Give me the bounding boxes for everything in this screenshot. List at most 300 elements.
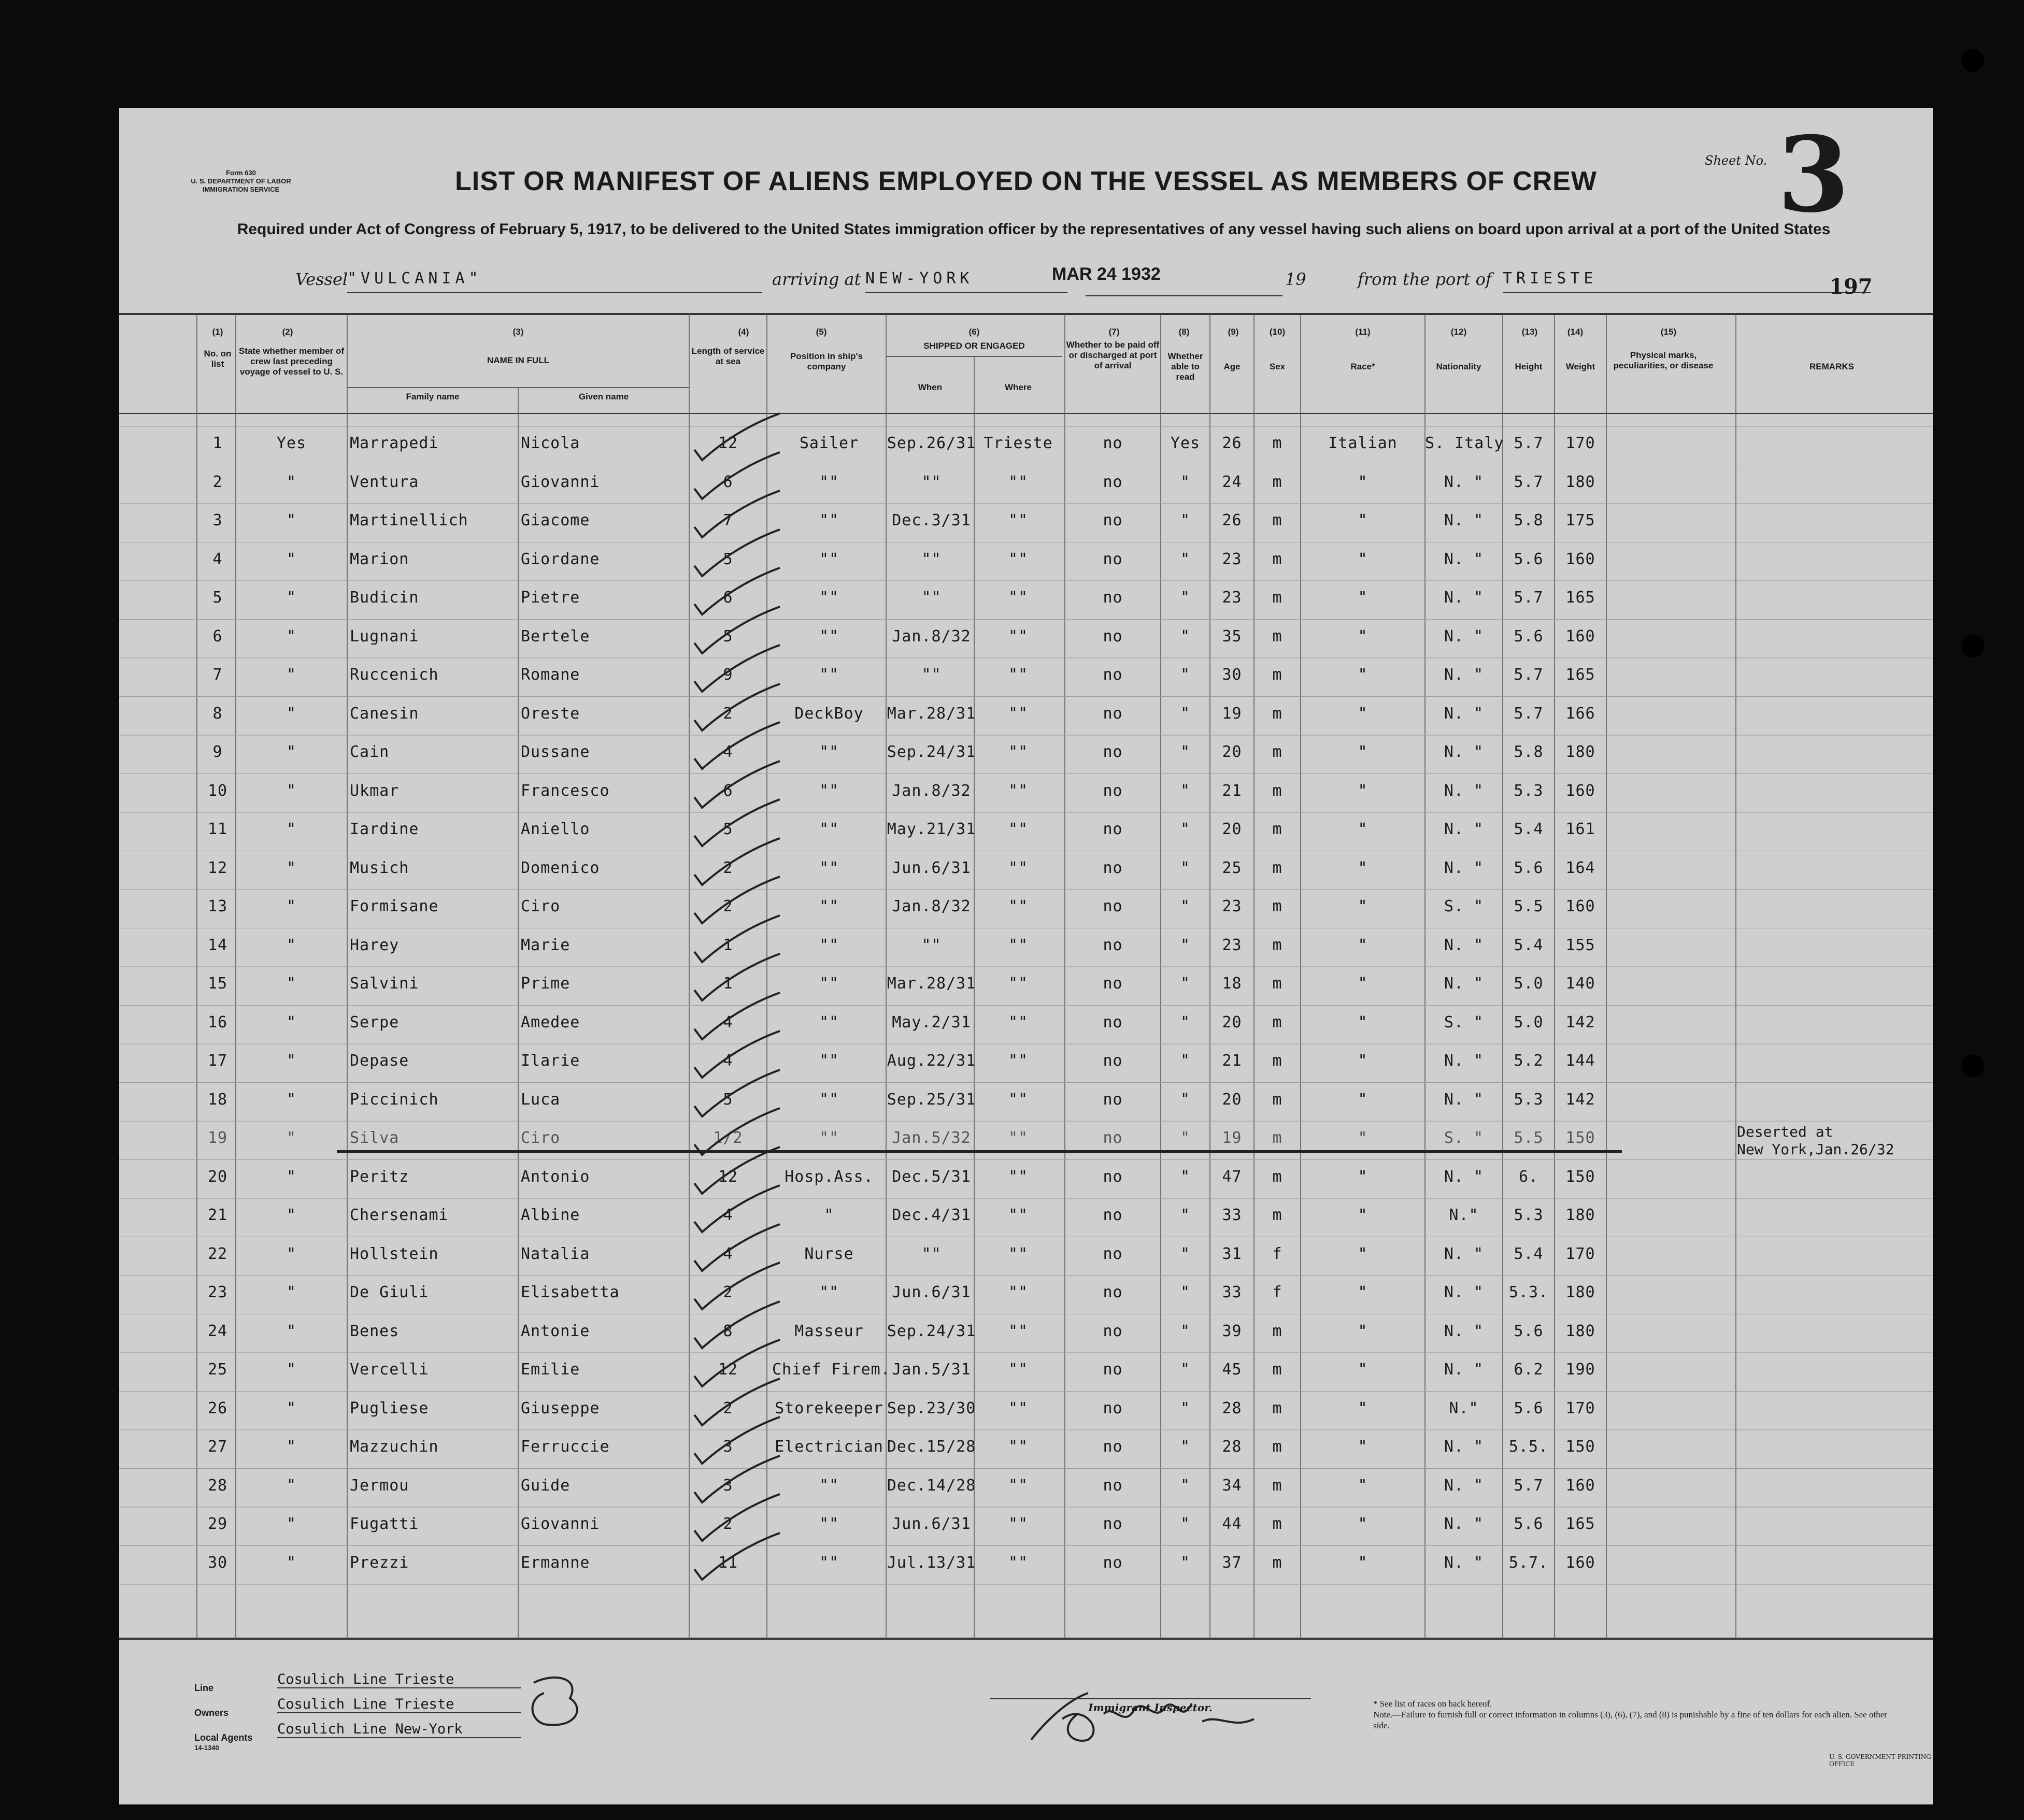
cell-position: "" bbox=[819, 1476, 839, 1495]
cell-where: "" bbox=[1008, 1360, 1029, 1379]
binder-hole bbox=[1961, 49, 1984, 72]
cell-no: 2 bbox=[212, 472, 223, 491]
cell-sex: m bbox=[1272, 1013, 1282, 1031]
cell-height: 5.5. bbox=[1508, 1438, 1549, 1456]
cell-nat: N. " bbox=[1444, 1167, 1484, 1186]
cell-weight: 150 bbox=[1565, 1438, 1595, 1456]
cell-family: Serpe bbox=[350, 1013, 400, 1031]
cell-given: Marie bbox=[521, 936, 571, 954]
cell-family: Mazzuchin bbox=[350, 1438, 439, 1456]
cell-when: Dec.3/31 bbox=[892, 511, 971, 529]
cell-read: " bbox=[1180, 1322, 1191, 1340]
cell-read: " bbox=[1180, 743, 1191, 761]
hdr-position: Position in ship's company bbox=[790, 351, 863, 371]
cell-where: "" bbox=[1008, 1090, 1029, 1109]
cell-given: Antonie bbox=[521, 1322, 590, 1340]
cell-where: "" bbox=[1008, 1553, 1029, 1572]
cell-weight: 160 bbox=[1565, 781, 1595, 800]
hdr-able-to-read: Whether able to read bbox=[1167, 351, 1203, 382]
cell-when: Mar.28/31 bbox=[887, 975, 976, 993]
cell-read: " bbox=[1180, 1476, 1191, 1495]
cell-service: 5 bbox=[723, 627, 733, 646]
cell-nat: N. " bbox=[1444, 1244, 1484, 1263]
cell-age: 39 bbox=[1222, 1322, 1242, 1340]
vessel-name: "VULCANIA" bbox=[347, 269, 762, 293]
cell-age: 23 bbox=[1222, 589, 1242, 607]
cell-paid: no bbox=[1103, 1515, 1123, 1533]
cell-service: 1 bbox=[723, 975, 733, 993]
cell-position: "" bbox=[819, 511, 839, 529]
cell-given: Romane bbox=[521, 666, 580, 684]
cell-position: "" bbox=[819, 781, 839, 800]
cell-no: 6 bbox=[212, 627, 223, 646]
cell-sex: m bbox=[1272, 781, 1282, 800]
cell-race: " bbox=[1358, 666, 1368, 684]
cell-weight: 180 bbox=[1565, 743, 1595, 761]
cell-height: 5.7 bbox=[1514, 434, 1544, 452]
cell-paid: no bbox=[1103, 589, 1123, 607]
cell-race: " bbox=[1358, 472, 1368, 491]
cell-sex: m bbox=[1272, 704, 1282, 723]
cell-weight: 150 bbox=[1565, 1129, 1595, 1147]
cell-age: 21 bbox=[1222, 1052, 1242, 1070]
cell-weight: 180 bbox=[1565, 472, 1595, 491]
cell-when: "" bbox=[921, 472, 942, 491]
cell-sex: m bbox=[1272, 666, 1282, 684]
cell-service: 1/2 bbox=[713, 1129, 743, 1147]
cell-sex: m bbox=[1272, 434, 1282, 452]
cell-prev: " bbox=[286, 1013, 297, 1031]
cell-nat: N. " bbox=[1444, 666, 1484, 684]
cell-age: 23 bbox=[1222, 897, 1242, 915]
cell-read: " bbox=[1180, 936, 1191, 954]
cell-height: 5.3. bbox=[1508, 1283, 1549, 1301]
cell-read: " bbox=[1180, 1399, 1191, 1417]
cell-when: Jan.5/31 bbox=[892, 1360, 971, 1379]
cell-read: " bbox=[1180, 589, 1191, 607]
cell-read: " bbox=[1180, 511, 1191, 529]
cell-given: Giuseppe bbox=[521, 1399, 600, 1417]
cell-no: 20 bbox=[207, 1167, 228, 1186]
colnum-15: (15) bbox=[1660, 327, 1677, 337]
cell-service: 4 bbox=[723, 1206, 733, 1224]
cell-family: Hollstein bbox=[350, 1244, 439, 1263]
cell-given: Ciro bbox=[521, 897, 561, 915]
footer-notes: * See list of races on back hereof. Note.—Failure to furnish full or correct information in columns (3), (6), (7), and (8) is punishable by a fine of ten dollars for each alien. See other side. bbox=[1373, 1699, 1887, 1730]
cell-when: Jun.6/31 bbox=[892, 1515, 971, 1533]
cell-prev: " bbox=[286, 627, 297, 646]
cell-service: 7 bbox=[723, 511, 733, 529]
cell-service: 11 bbox=[718, 1553, 738, 1572]
cell-weight: 170 bbox=[1565, 1244, 1595, 1263]
cell-nat: N. " bbox=[1444, 1476, 1484, 1495]
cell-where: "" bbox=[1008, 1052, 1029, 1070]
cell-given: Amedee bbox=[521, 1013, 580, 1031]
cell-paid: no bbox=[1103, 1206, 1123, 1224]
cell-nat: S. " bbox=[1444, 1013, 1484, 1031]
inspector-label: Immigrant Inspector. bbox=[990, 1698, 1311, 1714]
cell-race: " bbox=[1358, 1244, 1368, 1263]
cell-age: 28 bbox=[1222, 1399, 1242, 1417]
cell-paid: no bbox=[1103, 434, 1123, 452]
cell-service: 3 bbox=[723, 1476, 733, 1495]
cell-prev: " bbox=[286, 511, 297, 529]
cell-sex: m bbox=[1272, 820, 1282, 838]
cell-race: Italian bbox=[1328, 434, 1398, 452]
cell-where: "" bbox=[1008, 1244, 1029, 1263]
cell-nat: N. " bbox=[1444, 511, 1484, 529]
cell-family: Jermou bbox=[350, 1476, 409, 1495]
cell-service: 1 bbox=[723, 936, 733, 954]
cell-no: 11 bbox=[207, 820, 228, 838]
cell-age: 30 bbox=[1222, 666, 1242, 684]
cell-age: 20 bbox=[1222, 1013, 1242, 1031]
cell-position: Storekeeper bbox=[775, 1399, 883, 1417]
printer-imprint: U. S. GOVERNMENT PRINTING OFFICE bbox=[1829, 1753, 1931, 1768]
cell-race: " bbox=[1358, 1553, 1368, 1572]
colnum-9: (9) bbox=[1228, 327, 1239, 337]
cell-when: "" bbox=[921, 1244, 942, 1263]
cell-position: "" bbox=[819, 472, 839, 491]
cell-read: " bbox=[1180, 472, 1191, 491]
cell-prev: " bbox=[286, 472, 297, 491]
cell-read: " bbox=[1180, 1360, 1191, 1379]
cell-where: "" bbox=[1008, 743, 1029, 761]
cell-read: " bbox=[1180, 666, 1191, 684]
cell-height: 5.5 bbox=[1514, 897, 1544, 915]
cell-nat: N. " bbox=[1444, 1283, 1484, 1301]
cell-no: 15 bbox=[207, 975, 228, 993]
cell-position: "" bbox=[819, 1129, 839, 1147]
cell-position: "" bbox=[819, 820, 839, 838]
cell-when: Jan.5/32 bbox=[892, 1129, 971, 1147]
cell-no: 17 bbox=[207, 1052, 228, 1070]
cell-service: 4 bbox=[723, 1013, 733, 1031]
cell-position: Electrician bbox=[775, 1438, 883, 1456]
cell-given: Ciro bbox=[521, 1129, 561, 1147]
cell-family: Salvini bbox=[350, 975, 419, 993]
cell-weight: 180 bbox=[1565, 1206, 1595, 1224]
cell-read: " bbox=[1180, 1167, 1191, 1186]
cell-position: "" bbox=[819, 1515, 839, 1533]
cell-race: " bbox=[1358, 1129, 1368, 1147]
cell-given: Giovanni bbox=[521, 1515, 600, 1533]
tally-check-mark bbox=[684, 1528, 788, 1585]
binder-hole bbox=[1961, 635, 1984, 657]
cell-where: Trieste bbox=[984, 434, 1053, 452]
cell-prev: " bbox=[286, 858, 297, 877]
cell-sex: m bbox=[1272, 550, 1282, 568]
cell-sex: m bbox=[1272, 743, 1282, 761]
cell-given: Pietre bbox=[521, 589, 580, 607]
colnum-13: (13) bbox=[1521, 327, 1538, 337]
hdr-when: When bbox=[918, 382, 943, 392]
cell-weight: 161 bbox=[1565, 820, 1595, 838]
owners-value: Cosulich Line Trieste bbox=[277, 1696, 521, 1713]
cell-where: "" bbox=[1008, 781, 1029, 800]
colnum-1: (1) bbox=[212, 327, 223, 337]
cell-when: "" bbox=[921, 550, 942, 568]
cell-given: Emilie bbox=[521, 1360, 580, 1379]
cell-race: " bbox=[1358, 1515, 1368, 1533]
cell-no: 3 bbox=[212, 511, 223, 529]
form-code: 14-1340 bbox=[194, 1744, 219, 1752]
cell-where: "" bbox=[1008, 1167, 1029, 1186]
cell-given: Oreste bbox=[521, 704, 580, 723]
master-signature bbox=[1010, 1683, 1280, 1755]
cell-no: 10 bbox=[207, 781, 228, 800]
cell-position: "" bbox=[819, 936, 839, 954]
cell-age: 20 bbox=[1222, 820, 1242, 838]
cell-read: " bbox=[1180, 1090, 1191, 1109]
cell-given: Bertele bbox=[521, 627, 590, 646]
cell-family: Fugatti bbox=[350, 1515, 419, 1533]
cell-where: "" bbox=[1008, 627, 1029, 646]
cell-age: 31 bbox=[1222, 1244, 1242, 1263]
cell-height: 5.2 bbox=[1514, 1052, 1544, 1070]
cell-prev: " bbox=[286, 666, 297, 684]
cell-read: " bbox=[1180, 550, 1191, 568]
cell-height: 5.7 bbox=[1514, 472, 1544, 491]
cell-paid: no bbox=[1103, 666, 1123, 684]
cell-family: Silva bbox=[350, 1129, 400, 1147]
cell-age: 24 bbox=[1222, 472, 1242, 491]
cell-family: Formisane bbox=[350, 897, 439, 915]
cell-weight: 170 bbox=[1565, 1399, 1595, 1417]
cell-service: 12 bbox=[718, 434, 738, 452]
cell-no: 7 bbox=[212, 666, 223, 684]
cell-read: " bbox=[1180, 1515, 1191, 1533]
binder-hole bbox=[1961, 1054, 1984, 1077]
cell-race: " bbox=[1358, 627, 1368, 646]
cell-position: Hosp.Ass. bbox=[785, 1167, 874, 1186]
cell-prev: " bbox=[286, 743, 297, 761]
arriving-port: NEW-YORK bbox=[865, 269, 1067, 293]
cell-race: " bbox=[1358, 1090, 1368, 1109]
from-port: TRIESTE bbox=[1503, 269, 1871, 293]
cell-service: 6 bbox=[723, 781, 733, 800]
cell-family: Cain bbox=[350, 743, 390, 761]
cell-read: " bbox=[1180, 820, 1191, 838]
sheet-number: 3 bbox=[1777, 114, 1850, 236]
cell-no: 12 bbox=[207, 858, 228, 877]
cell-position: Masseur bbox=[794, 1322, 864, 1340]
cell-read: " bbox=[1180, 975, 1191, 993]
cell-nat: N. " bbox=[1444, 1438, 1484, 1456]
cell-where: "" bbox=[1008, 511, 1029, 529]
cell-height: 5.0 bbox=[1514, 1013, 1544, 1031]
cell-where: "" bbox=[1008, 1129, 1029, 1147]
cell-weight: 175 bbox=[1565, 511, 1595, 529]
cell-read: " bbox=[1180, 704, 1191, 723]
cell-read: " bbox=[1180, 1438, 1191, 1456]
cell-age: 19 bbox=[1222, 1129, 1242, 1147]
cell-service: 8 bbox=[723, 1322, 733, 1340]
cell-paid: no bbox=[1103, 1013, 1123, 1031]
cell-when: Mar.28/31 bbox=[887, 704, 976, 723]
cell-when: Sep.24/31 bbox=[887, 1322, 976, 1340]
cell-height: 5.7 bbox=[1514, 666, 1544, 684]
cell-where: "" bbox=[1008, 1476, 1029, 1495]
cell-read: " bbox=[1180, 897, 1191, 915]
cell-paid: no bbox=[1103, 820, 1123, 838]
hdr-remarks: REMARKS bbox=[1809, 362, 1854, 371]
cell-position: "" bbox=[819, 743, 839, 761]
cell-race: " bbox=[1358, 1283, 1368, 1301]
colnum-2: (2) bbox=[282, 327, 293, 337]
cell-where: "" bbox=[1008, 1013, 1029, 1031]
cell-no: 24 bbox=[207, 1322, 228, 1340]
cell-paid: no bbox=[1103, 1553, 1123, 1572]
cell-family: Piccinich bbox=[350, 1090, 439, 1109]
cell-family: Ukmar bbox=[350, 781, 400, 800]
cell-read: " bbox=[1180, 781, 1191, 800]
sheet-label: Sheet No. bbox=[1705, 153, 1768, 168]
cell-given: Giovanni bbox=[521, 472, 600, 491]
cell-given: Francesco bbox=[521, 781, 610, 800]
cell-nat: N. " bbox=[1444, 704, 1484, 723]
cell-given: Giordane bbox=[521, 550, 600, 568]
vessel-label: Vessel bbox=[295, 269, 348, 289]
cell-when: May.21/31 bbox=[887, 820, 976, 838]
cell-weight: 180 bbox=[1565, 1283, 1595, 1301]
cell-weight: 165 bbox=[1565, 589, 1595, 607]
cell-prev: " bbox=[286, 1476, 297, 1495]
cell-no: 14 bbox=[207, 936, 228, 954]
cell-race: " bbox=[1358, 511, 1368, 529]
cell-when: "" bbox=[921, 666, 942, 684]
remarks-row-19: Deserted at New York,Jan.26/32 bbox=[1737, 1123, 1894, 1158]
cell-paid: no bbox=[1103, 1129, 1123, 1147]
cell-where: "" bbox=[1008, 1283, 1029, 1301]
cell-nat: N. " bbox=[1444, 936, 1484, 954]
cell-position: "" bbox=[819, 1283, 839, 1301]
cell-race: " bbox=[1358, 1399, 1368, 1417]
cell-height: 5.7 bbox=[1514, 589, 1544, 607]
cell-paid: no bbox=[1103, 897, 1123, 915]
cell-race: " bbox=[1358, 589, 1368, 607]
cell-prev: " bbox=[286, 1322, 297, 1340]
cell-position: "" bbox=[819, 858, 839, 877]
cell-nat: N. " bbox=[1444, 1052, 1484, 1070]
cell-sex: m bbox=[1272, 589, 1282, 607]
cell-race: " bbox=[1358, 820, 1368, 838]
hdr-age: Age bbox=[1223, 362, 1241, 371]
cell-age: 21 bbox=[1222, 781, 1242, 800]
cell-family: Ventura bbox=[350, 472, 419, 491]
cell-given: Luca bbox=[521, 1090, 561, 1109]
cell-height: 5.3 bbox=[1514, 1090, 1544, 1109]
cell-race: " bbox=[1358, 936, 1368, 954]
cell-nat: N. " bbox=[1444, 820, 1484, 838]
hdr-no-on-list: No. on list bbox=[204, 349, 232, 369]
cell-prev: " bbox=[286, 1129, 297, 1147]
cell-age: 33 bbox=[1222, 1206, 1242, 1224]
cell-where: "" bbox=[1008, 1399, 1029, 1417]
cell-where: "" bbox=[1008, 472, 1029, 491]
cell-no: 30 bbox=[207, 1553, 228, 1572]
cell-height: 5.4 bbox=[1514, 820, 1544, 838]
cell-where: "" bbox=[1008, 820, 1029, 838]
cell-sex: m bbox=[1272, 1553, 1282, 1572]
cell-paid: no bbox=[1103, 1052, 1123, 1070]
cell-read: " bbox=[1180, 1206, 1191, 1224]
cell-given: Domenico bbox=[521, 858, 600, 877]
cell-weight: 160 bbox=[1565, 627, 1595, 646]
cell-height: 5.7 bbox=[1514, 704, 1544, 723]
cell-family: Lugnani bbox=[350, 627, 419, 646]
cell-sex: m bbox=[1272, 1322, 1282, 1340]
cell-sex: m bbox=[1272, 1090, 1282, 1109]
cell-position: "" bbox=[819, 1090, 839, 1109]
cell-nat: S. " bbox=[1444, 1129, 1484, 1147]
arriving-label: arriving at bbox=[772, 269, 861, 289]
cell-read: " bbox=[1180, 1052, 1191, 1070]
cell-sex: m bbox=[1272, 1515, 1282, 1533]
cell-sex: m bbox=[1272, 897, 1282, 915]
cell-family: Peritz bbox=[350, 1167, 409, 1186]
cell-race: " bbox=[1358, 781, 1368, 800]
colnum-7: (7) bbox=[1108, 327, 1120, 337]
cell-prev: " bbox=[286, 820, 297, 838]
cell-position: "" bbox=[819, 975, 839, 993]
cell-prev: " bbox=[286, 897, 297, 915]
hdr-race: Race* bbox=[1350, 362, 1375, 371]
cell-sex: m bbox=[1272, 511, 1282, 529]
cell-race: " bbox=[1358, 1206, 1368, 1224]
colnum-3: (3) bbox=[512, 327, 524, 337]
cell-paid: no bbox=[1103, 1283, 1123, 1301]
cell-race: " bbox=[1358, 1167, 1368, 1186]
colnum-11: (11) bbox=[1355, 327, 1371, 337]
cell-where: "" bbox=[1008, 975, 1029, 993]
cell-height: 5.6 bbox=[1514, 858, 1544, 877]
cell-family: Martinellich bbox=[350, 511, 468, 529]
cell-when: May.2/31 bbox=[892, 1013, 971, 1031]
cell-given: Elisabetta bbox=[521, 1283, 620, 1301]
cell-prev: " bbox=[286, 704, 297, 723]
cell-position: "" bbox=[819, 897, 839, 915]
page-title: LIST OR MANIFEST OF ALIENS EMPLOYED ON THE VESSEL AS MEMBERS OF CREW bbox=[455, 166, 1597, 196]
cell-family: Depase bbox=[350, 1052, 409, 1070]
cell-nat: N. " bbox=[1444, 589, 1484, 607]
cell-no: 21 bbox=[207, 1206, 228, 1224]
cell-height: 5.8 bbox=[1514, 511, 1544, 529]
cell-read: " bbox=[1180, 1283, 1191, 1301]
cell-service: 5 bbox=[723, 820, 733, 838]
cell-weight: 142 bbox=[1565, 1090, 1595, 1109]
cell-service: 4 bbox=[723, 1244, 733, 1263]
year-label: 19 bbox=[1285, 269, 1306, 289]
cell-nat: N. " bbox=[1444, 627, 1484, 646]
cell-service: 2 bbox=[723, 1399, 733, 1417]
cell-when: Sep.26/31 bbox=[887, 434, 976, 452]
cell-weight: 170 bbox=[1565, 434, 1595, 452]
cell-when: Jun.6/31 bbox=[892, 858, 971, 877]
cell-position: Nurse bbox=[804, 1244, 854, 1263]
cell-position: "" bbox=[819, 1052, 839, 1070]
line-value: Cosulich Line Trieste bbox=[277, 1671, 521, 1688]
cell-paid: no bbox=[1103, 1476, 1123, 1495]
cell-age: 26 bbox=[1222, 434, 1242, 452]
cell-sex: m bbox=[1272, 936, 1282, 954]
cell-position: "" bbox=[819, 1553, 839, 1572]
cell-nat: S. " bbox=[1444, 897, 1484, 915]
cell-no: 26 bbox=[207, 1399, 228, 1417]
form-identifier: Form 630 U. S. DEPARTMENT OF LABOR IMMIGRATION SERVICE bbox=[191, 169, 291, 193]
colnum-14: (14) bbox=[1567, 327, 1584, 337]
cell-given: Ilarie bbox=[521, 1052, 580, 1070]
